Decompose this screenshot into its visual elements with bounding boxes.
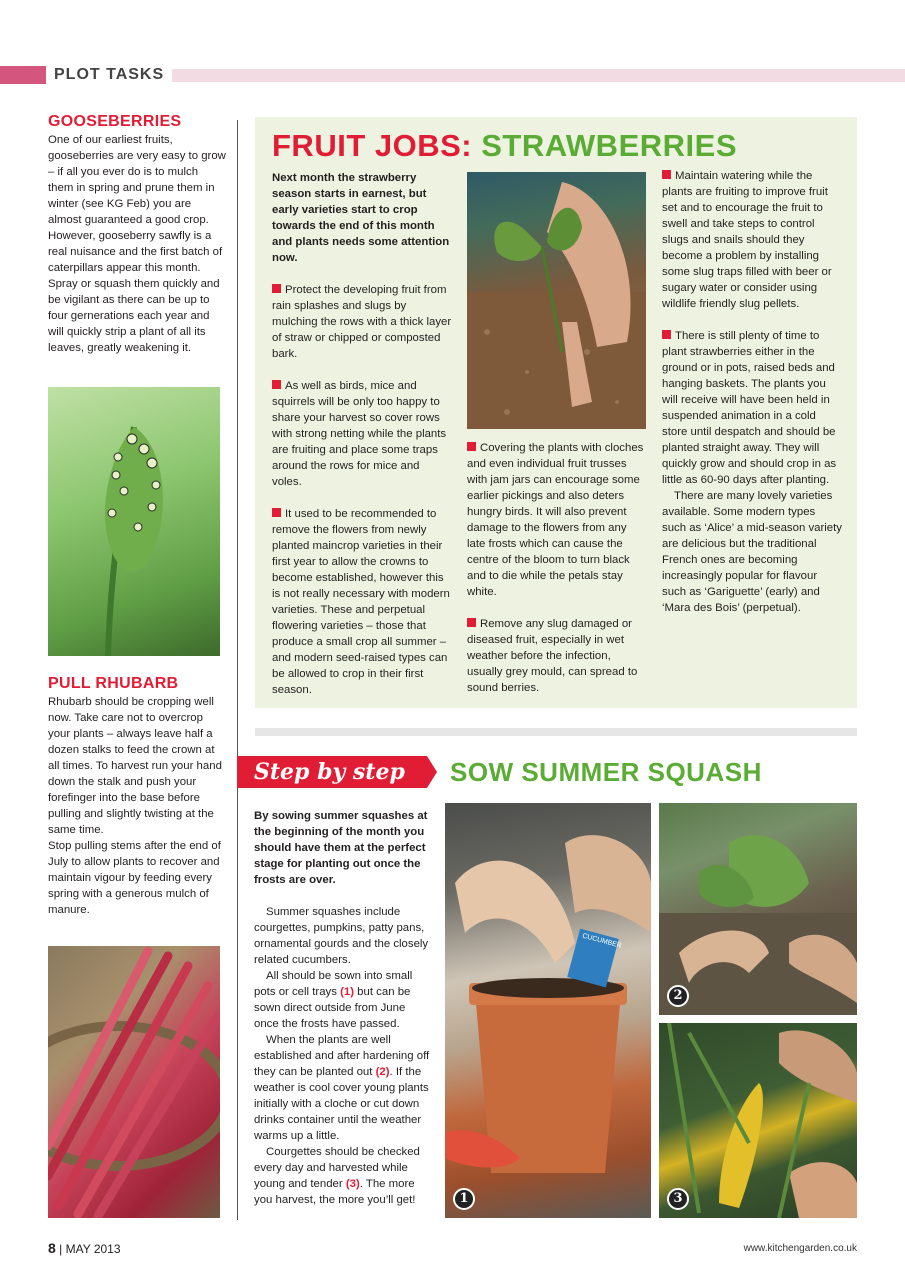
p2b-text: but can be sown direct outside from June once the frosts have passed. (254, 986, 411, 1030)
section-accent (0, 66, 46, 84)
bullet-square (662, 330, 671, 339)
squash-title: SOW SUMMER SQUASH (450, 757, 762, 787)
strawberries-p6 (662, 168, 842, 312)
strawberries-p4 (467, 440, 647, 600)
step-1-badge: 1 (453, 1188, 475, 1210)
title-green: STRAWBERRIES (481, 128, 737, 163)
ref-3: (3) (345, 1178, 360, 1190)
strawberries-p1 (272, 282, 452, 362)
strawberries-col-2 (467, 440, 647, 712)
squash-p3 (254, 1032, 432, 1144)
issue-date: MAY 2013 (65, 1242, 121, 1256)
squash-p1: Summer squashes include courgettes, pumpkins, patty pans, ornamental gourds and the closely related cucumbers. (254, 906, 429, 966)
bullet-square (467, 442, 476, 451)
bullet-square (272, 508, 281, 517)
gooseberries-heading: GOOSEBERRIES (48, 113, 182, 130)
p3a-text: When the plants are well established and after hardening off they can be planted out (254, 1034, 430, 1078)
ref-2: (2) (375, 1066, 390, 1078)
section-title: PLOT TASKS (54, 66, 165, 83)
p5-text: Remove any slug damaged or diseased fruit, especially in wet weather before the infection, usually grey mould, can spread to sound berries. (467, 618, 638, 694)
step-2-badge: 2 (667, 985, 689, 1007)
p7-text: There is still plenty of time to plant strawberries either in the ground or in pots, raised beds and hanging baskets. The plants you will receive will have been held in suspended animation in a cold store until despatch and should be planted straight away. They will quickly grow and should crop in as little as 60-90 days after planting. (662, 330, 837, 486)
rhubarb-column (48, 674, 226, 918)
p4a-text: Courgettes should be checked every day and harvested while young and tender (254, 1146, 420, 1190)
squash-p2 (254, 968, 432, 1032)
rhubarb-body-1: Rhubarb should be cropping well now. Take care not to overcrop your plants – always leave half a dozen stalks to feed the crown at all times. To harvest run your hand down the stalk and push your forefinger into the base before pulling and slightly twisting at the same time. (48, 696, 222, 836)
strawberries-col-1 (272, 170, 452, 714)
step-by-step-label: Step by step (254, 759, 405, 785)
sowing-pot-photo (445, 803, 651, 1218)
column-divider (237, 120, 238, 1220)
squash-intro: By sowing summer squashes at the beginning of the month you should have them at the perfect stage for planting out once the frosts are over. (254, 810, 428, 886)
title-red: FRUIT JOBS: (272, 128, 473, 163)
strawberries-p8: There are many lovely varieties available. Some modern types such as ‘Alice’ a mid-season variety are delicious but the traditional French ones are becoming increasingly popular for flavour such as ‘Gariguette’ (early) and ‘Mara des Bois’ (perpetual). (662, 490, 843, 614)
step-3-badge: 3 (667, 1188, 689, 1210)
strawberries-title (272, 128, 737, 164)
courgette-harvest-photo (659, 1023, 857, 1218)
rhubarb-body-2: Stop pulling stems after the end of July to allow plants to recover and maintain vigour by feeding every spring with a generous mulch of manure. (48, 840, 221, 916)
p6-text: Maintain watering while the plants are fruiting to improve fruit set and to encourage the fruit to swell and take steps to control slugs and snails should they become a problem by installing some slug traps filled with beer or sugary water or consider using wildlife friendly slug pellets. (662, 170, 832, 310)
p2a-text: All should be sown into small pots or cell trays (254, 970, 413, 998)
bullet-square (272, 380, 281, 389)
left-column (48, 112, 226, 356)
strawberry-planting-photo (467, 172, 646, 429)
footer-page-info (48, 1240, 121, 1257)
section-rule (255, 728, 857, 736)
seed-packet-label: CUCUMBER (581, 932, 623, 950)
p3-text: It used to be recommended to remove the flowers from newly planted maincrop varieties in their first year to allow the crowns to become established, however this is not really necessary with modern varieties. These and perpetual flowering varieties – those that produce a small crop all summer – and modern seed-raised types can be allowed to crop in their first season. (272, 508, 450, 696)
p3b-text: . If the weather is cool cover young plants initially with a cloche or cut down drinks container until the weather warms up a little. (254, 1066, 429, 1142)
p4b-text: . The more you harvest, the more you’ll get! (254, 1178, 416, 1206)
bullet-square (272, 284, 281, 293)
p4-text: Covering the plants with cloches and even individual fruit trusses with jam jars can encourage some earlier pickings and also deters hungry birds. It will also prevent damage to the flowers from any late frosts which can cause the centre of the bloom to turn black and to die while the petals stay white. (467, 442, 644, 598)
caterpillar-photo (48, 387, 220, 656)
footer-url[interactable]: www.kitchengarden.co.uk (743, 1243, 857, 1254)
p1-text: Protect the developing fruit from rain splashes and slugs by mulching the rows with a thick layer of straw or chipped or composted bark. (272, 284, 452, 360)
planting-out-photo (659, 803, 857, 1015)
ref-1: (1) (340, 986, 355, 998)
p2-text: As well as birds, mice and squirrels will be only too happy to share your harvest so cover rows with strong netting while the plants are fruiting and place some traps around the rows for mice and voles. (272, 380, 447, 488)
rhubarb-heading: PULL RHUBARB (48, 675, 179, 692)
rhubarb-photo (48, 946, 220, 1218)
strawberries-p7 (662, 328, 842, 488)
squash-text-column (254, 808, 432, 1208)
section-header (0, 66, 905, 84)
strawberries-col-3 (662, 168, 842, 632)
strawberries-p3 (272, 506, 452, 698)
strawberries-p5 (467, 616, 647, 696)
squash-p4 (254, 1144, 432, 1208)
strawberries-intro: Next month the strawberry season starts in earnest, but early varieties start to crop towards the end of this month and plants needs some attention now. (272, 172, 450, 264)
gooseberries-body: One of our earliest fruits, gooseberries are very easy to grow – if all you ever do is to mulch them in spring and prune them in winter (see KG Feb) you are almost guaranteed a good crop. However, gooseberry sawfly is a real nuisance and the first batch of caterpillars appear this month. Spray or squash them quickly and be vigilant as there can be up to four gernerations each year and will quickly strip a plant of all its leaves, greatly weakening it. (48, 134, 226, 354)
page-number: 8 (48, 1240, 56, 1256)
bullet-square (662, 170, 671, 179)
bullet-square (467, 618, 476, 627)
strawberries-p2 (272, 378, 452, 490)
footer-separator: | (59, 1242, 66, 1256)
section-stripe (172, 69, 905, 82)
